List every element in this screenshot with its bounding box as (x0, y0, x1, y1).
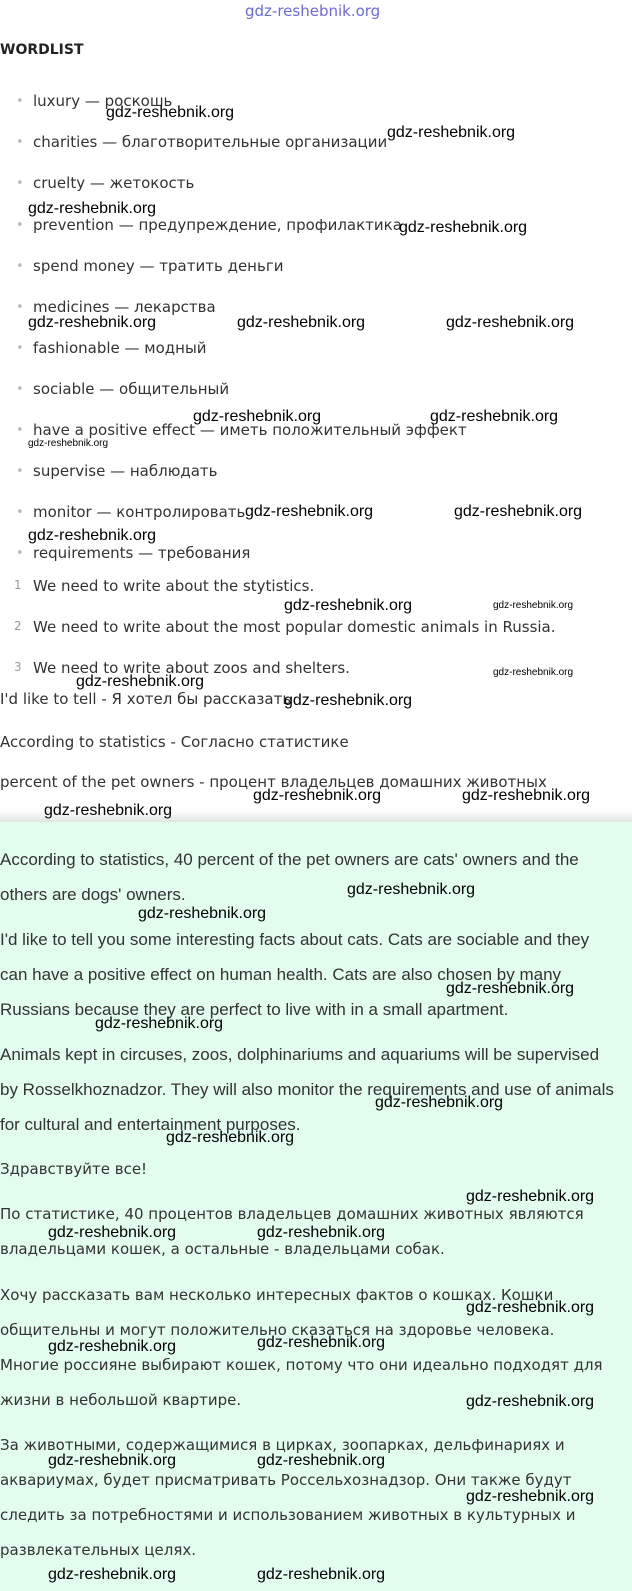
watermark: gdz-reshebnik.org (95, 1015, 224, 1032)
watermark: gdz-reshebnik.org (106, 104, 235, 121)
watermark: gdz-reshebnik.org (466, 1188, 595, 1205)
watermark: gdz-reshebnik.org (28, 527, 157, 544)
watermark: gdz-reshebnik.org (387, 124, 516, 141)
watermark: gdz-reshebnik.org (48, 1566, 177, 1583)
watermark: gdz-reshebnik.org (76, 673, 205, 690)
russian-greeting: Здравствуйте все! (0, 1160, 148, 1178)
watermark: gdz-reshebnik.org (138, 905, 267, 922)
watermark: gdz-reshebnik.org (253, 787, 382, 804)
russian-paragraph: Хочу рассказать вам несколько интересных фактов о кошках. Кошки общительны и могут положительно сказаться на здоровье человека. Многие россияне выбирают кошек, потому что они идеально подходят для жизни в небольшой квартире. (0, 1286, 603, 1409)
russian-paragraph: За животными, содержащимися в цирках, зоопарках, дельфинариях и аквариумах, будет присматривать Россельхознадзор. Они также будут следить за потребностями и использованием животных в культурных и развлекательных целях. (0, 1436, 576, 1559)
watermark: gdz-reshebnik.org (257, 1566, 386, 1583)
watermark: gdz-reshebnik.org (347, 881, 476, 898)
watermark: gdz-reshebnik.org (44, 802, 173, 819)
wordlist-heading: WORDLIST (0, 42, 84, 58)
watermark: gdz-reshebnik.org (462, 787, 591, 804)
watermark: gdz-reshebnik.org (28, 438, 109, 449)
english-paragraph: Animals kept in circuses, zoos, dolphinariums and aquariums will be supervised by Rosselkhoznadzor. They will also monitor the requirements and use of animals for cultural and entertainment purposes. (0, 1045, 614, 1134)
watermark: gdz-reshebnik.org (48, 1224, 177, 1241)
watermark: gdz-reshebnik.org (237, 314, 366, 331)
phrase-line: According to statistics - Согласно статистике (0, 733, 349, 751)
watermark: gdz-reshebnik.org (466, 1393, 595, 1410)
watermark: gdz-reshebnik.org (466, 1299, 595, 1316)
watermark: gdz-reshebnik.org (446, 314, 575, 331)
watermark: gdz-reshebnik.org (48, 1338, 177, 1355)
watermark: gdz-reshebnik.org (257, 1334, 386, 1351)
watermark: gdz-reshebnik.org (446, 980, 575, 997)
watermark: gdz-reshebnik.org (430, 408, 559, 425)
watermark: gdz-reshebnik.org (284, 692, 413, 709)
watermark: gdz-reshebnik.org (257, 1452, 386, 1469)
watermark: gdz-reshebnik.org (193, 408, 322, 425)
watermark: gdz-reshebnik.org (399, 219, 528, 236)
watermark: gdz-reshebnik.org (493, 600, 574, 611)
watermark: gdz-reshebnik.org (493, 667, 574, 678)
watermark: gdz-reshebnik.org (166, 1129, 295, 1146)
watermark: gdz-reshebnik.org (466, 1488, 595, 1505)
english-paragraph: I'd like to tell you some interesting facts about cats. Cats are sociable and they can have a positive effect on human health. Cats are also chosen by many Russians because they are perfect to live with in a small apartment. (0, 930, 590, 1019)
site-header-link[interactable]: gdz-reshebnik.org (245, 2, 381, 20)
english-paragraph: According to statistics, 40 percent of the pet owners are cats' owners and the others are dogs' owners. (0, 850, 579, 904)
watermark: gdz-reshebnik.org (284, 597, 413, 614)
phrase-line: I'd like to tell - Я хотел бы рассказать (0, 690, 292, 708)
watermark: gdz-reshebnik.org (375, 1094, 504, 1111)
watermark: gdz-reshebnik.org (245, 503, 374, 520)
watermark: gdz-reshebnik.org (257, 1224, 386, 1241)
watermark: gdz-reshebnik.org (454, 503, 583, 520)
watermark: gdz-reshebnik.org (48, 1452, 177, 1469)
phrase-line: percent of the pet owners - процент владельцев домашних животных (0, 773, 547, 791)
russian-paragraph: По статистике, 40 процентов владельцев домашних животных являются владельцами кошек, а остальные - владельцами собак. (0, 1205, 584, 1258)
watermark: gdz-reshebnik.org (28, 314, 157, 331)
watermark: gdz-reshebnik.org (28, 200, 157, 217)
